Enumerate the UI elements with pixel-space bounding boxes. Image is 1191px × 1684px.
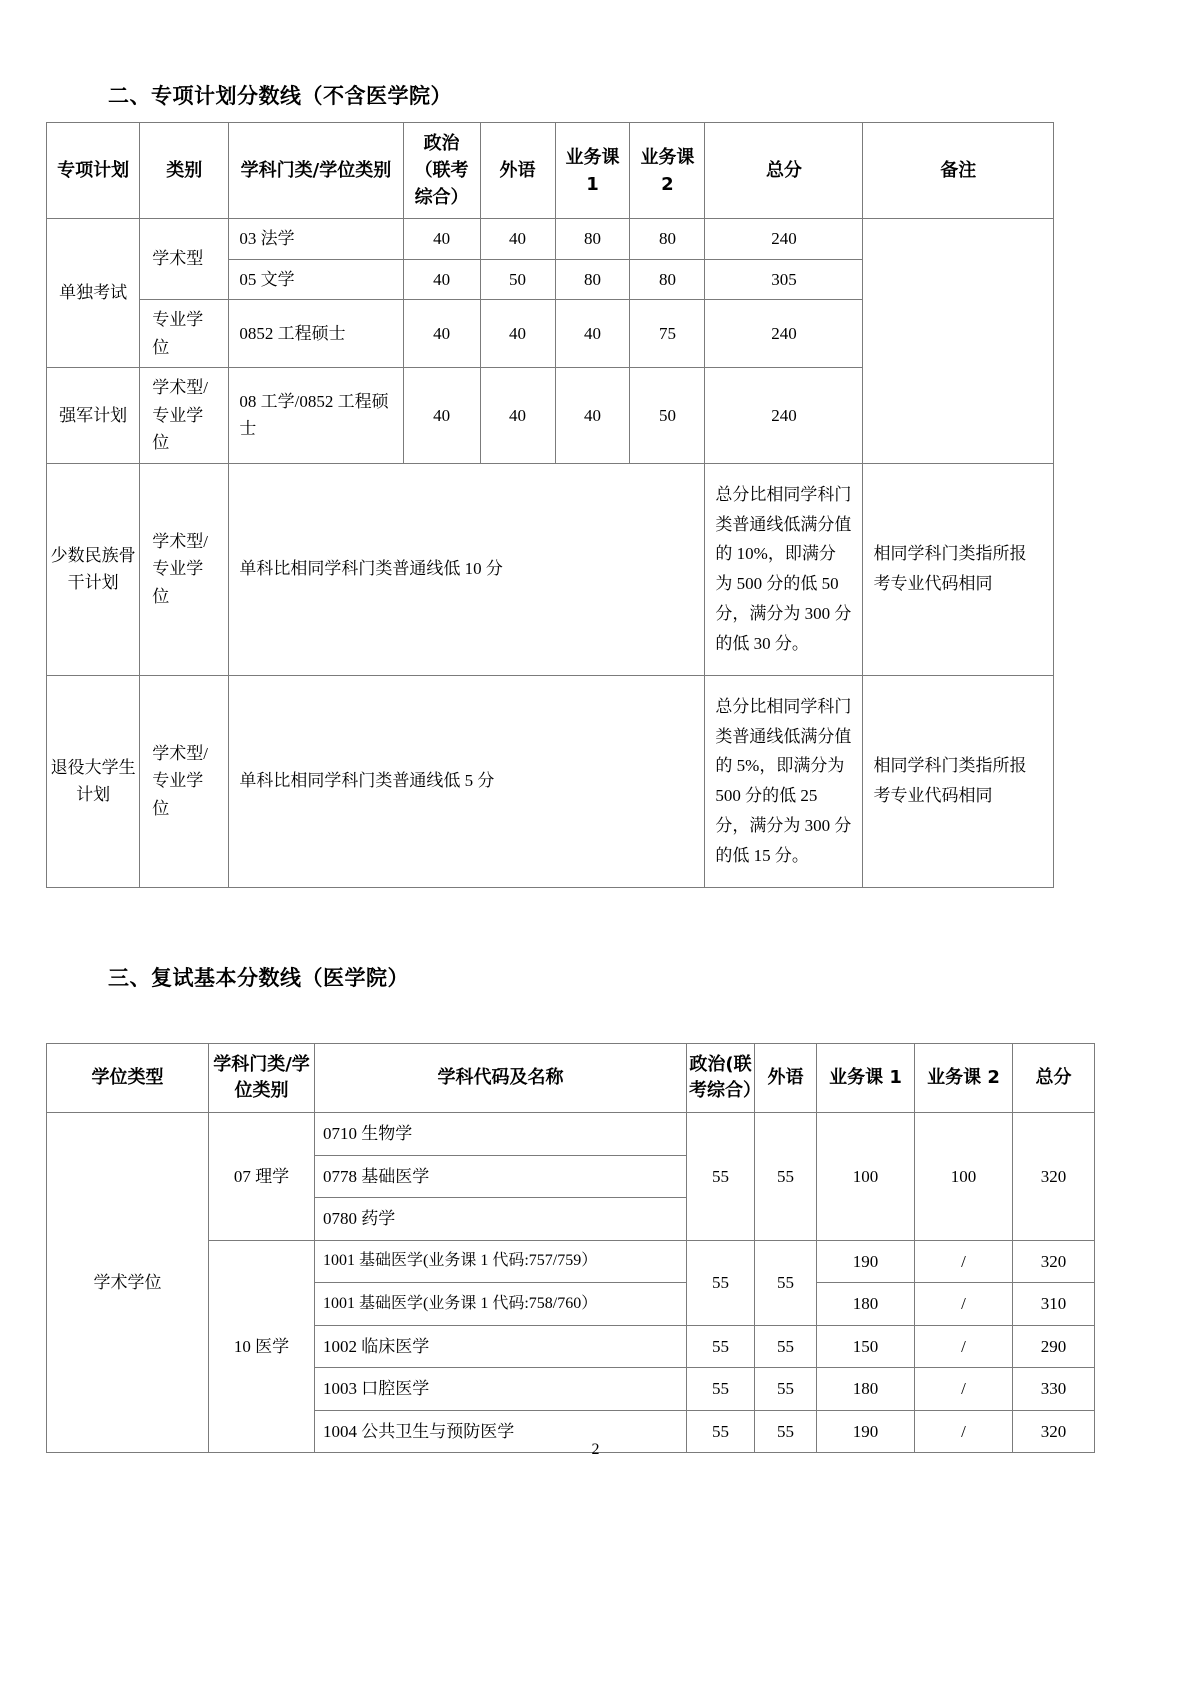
cell-major2: / [915,1240,1013,1283]
cell-major1: 190 [817,1410,915,1453]
cell-subject: 0780 药学 [315,1198,687,1241]
col-header-major-course-2: 业务课 2 [630,123,705,219]
cell-category-mixed: 学术型/专业学位 [140,368,229,464]
cell-subject: 1001 基础医学(业务课 1 代码:758/760） [315,1283,687,1326]
cell-remark-veteran: 相同学科门类指所报考专业代码相同 [863,675,1054,887]
cell-total: 310 [1013,1283,1095,1326]
table-row [47,675,1054,887]
cell-major2: / [915,1283,1013,1326]
cell-subject: 1003 口腔医学 [315,1368,687,1411]
cell-foreign: 40 [480,300,555,368]
cell-major1: 150 [817,1325,915,1368]
cell-major1: 80 [555,259,630,300]
cell-plan-independent-exam: 单独考试 [47,219,140,368]
cell-discipline: 08 工学/0852 工程硕士 [229,368,403,464]
special-plan-score-table [46,122,1054,888]
cell-discipline-science: 07 理学 [209,1113,315,1241]
cell-major2: 100 [915,1113,1013,1241]
cell-discipline-medicine: 10 医学 [209,1240,315,1453]
cell-total: 320 [1013,1113,1095,1241]
cell-major2: 50 [630,368,705,464]
cell-subject: 1004 公共卫生与预防医学 [315,1410,687,1453]
cell-total: 240 [705,300,863,368]
cell-degree-type-academic: 学术学位 [47,1113,209,1453]
col-header-total-score: 总分 [705,123,863,219]
cell-politics: 55 [687,1325,755,1368]
cell-foreign: 55 [755,1240,817,1325]
section-heading-special-plans: 二、专项计划分数线（不含医学院） [108,84,452,108]
col-header-major-course-2: 业务课 2 [915,1044,1013,1113]
cell-foreign: 40 [480,219,555,260]
cell-category-academic: 学术型 [140,219,229,300]
col-header-major-course-1: 业务课 1 [555,123,630,219]
cell-remark-empty [863,219,1054,464]
cell-major2: / [915,1325,1013,1368]
col-header-category: 类别 [140,123,229,219]
cell-total: 305 [705,259,863,300]
col-header-major-course-1: 业务课 1 [817,1044,915,1113]
cell-major1: 80 [555,219,630,260]
cell-politics: 40 [403,219,480,260]
cell-category-professional: 专业学位 [140,300,229,368]
col-header-foreign-language: 外语 [755,1044,817,1113]
cell-total: 290 [1013,1325,1095,1368]
col-header-discipline: 学科门类/学位类别 [229,123,403,219]
cell-major1: 190 [817,1240,915,1283]
cell-discipline: 03 法学 [229,219,403,260]
cell-discipline: 0852 工程硕士 [229,300,403,368]
cell-rule-veteran: 单科比相同学科门类普通线低 5 分 [229,675,705,887]
cell-major2: / [915,1410,1013,1453]
page-number: 2 [591,1441,600,1458]
cell-foreign: 55 [755,1410,817,1453]
cell-major2: / [915,1368,1013,1411]
cell-foreign: 55 [755,1113,817,1241]
cell-plan-veteran: 退役大学生计划 [47,675,140,887]
cell-politics: 40 [403,259,480,300]
col-header-politics: 政治(联考综合） [687,1044,755,1113]
col-header-politics: 政治（联考综合） [403,123,480,219]
cell-plan-minority: 少数民族骨干计划 [47,463,140,675]
cell-politics: 40 [403,300,480,368]
cell-foreign: 40 [480,368,555,464]
cell-discipline: 05 文学 [229,259,403,300]
col-header-remark: 备注 [863,123,1054,219]
table-row [47,219,1054,260]
cell-major2: 75 [630,300,705,368]
cell-politics: 55 [687,1240,755,1325]
cell-total: 330 [1013,1368,1095,1411]
cell-total-rule-minority: 总分比相同学科门类普通线低满分值的 10%，即满分为 500 分的低 50 分，满分为 300 分的低 30 分。 [705,463,863,675]
cell-major1: 100 [817,1113,915,1241]
table-header-row [47,1044,1095,1113]
cell-major1: 180 [817,1283,915,1326]
cell-politics: 55 [687,1368,755,1411]
cell-major1: 180 [817,1368,915,1411]
section-heading-medical-school: 三、复试基本分数线（医学院） [108,966,409,990]
cell-foreign: 55 [755,1368,817,1411]
cell-politics: 55 [687,1410,755,1453]
cell-subject: 0710 生物学 [315,1113,687,1156]
col-header-discipline-category: 学科门类/学位类别 [209,1044,315,1113]
cell-major2: 80 [630,259,705,300]
cell-category-mixed: 学术型/专业学位 [140,675,229,887]
col-header-foreign-language: 外语 [480,123,555,219]
table-header-row [47,123,1054,219]
cell-subject: 0778 基础医学 [315,1155,687,1198]
table-row [47,1113,1095,1156]
col-header-plan: 专项计划 [47,123,140,219]
col-header-subject-code-name: 学科代码及名称 [315,1044,687,1113]
cell-total: 320 [1013,1410,1095,1453]
cell-major2: 80 [630,219,705,260]
cell-subject: 1002 临床医学 [315,1325,687,1368]
cell-major1: 40 [555,368,630,464]
cell-total-rule-veteran: 总分比相同学科门类普通线低满分值的 5%，即满分为 500 分的低 25 分，满分为 300 分的低 15 分。 [705,675,863,887]
cell-remark-minority: 相同学科门类指所报考专业代码相同 [863,463,1054,675]
cell-total: 240 [705,368,863,464]
cell-politics: 40 [403,368,480,464]
cell-category-mixed: 学术型/专业学位 [140,463,229,675]
cell-subject: 1001 基础医学(业务课 1 代码:757/759） [315,1240,687,1283]
cell-foreign: 50 [480,259,555,300]
cell-rule-minority: 单科比相同学科门类普通线低 10 分 [229,463,705,675]
cell-total: 240 [705,219,863,260]
cell-total: 320 [1013,1240,1095,1283]
cell-foreign: 55 [755,1325,817,1368]
col-header-total-score: 总分 [1013,1044,1095,1113]
cell-politics: 55 [687,1113,755,1241]
cell-major1: 40 [555,300,630,368]
cell-plan-military: 强军计划 [47,368,140,464]
table-row [47,463,1054,675]
col-header-degree-type: 学位类型 [47,1044,209,1113]
medical-school-score-table [46,1043,1095,1453]
